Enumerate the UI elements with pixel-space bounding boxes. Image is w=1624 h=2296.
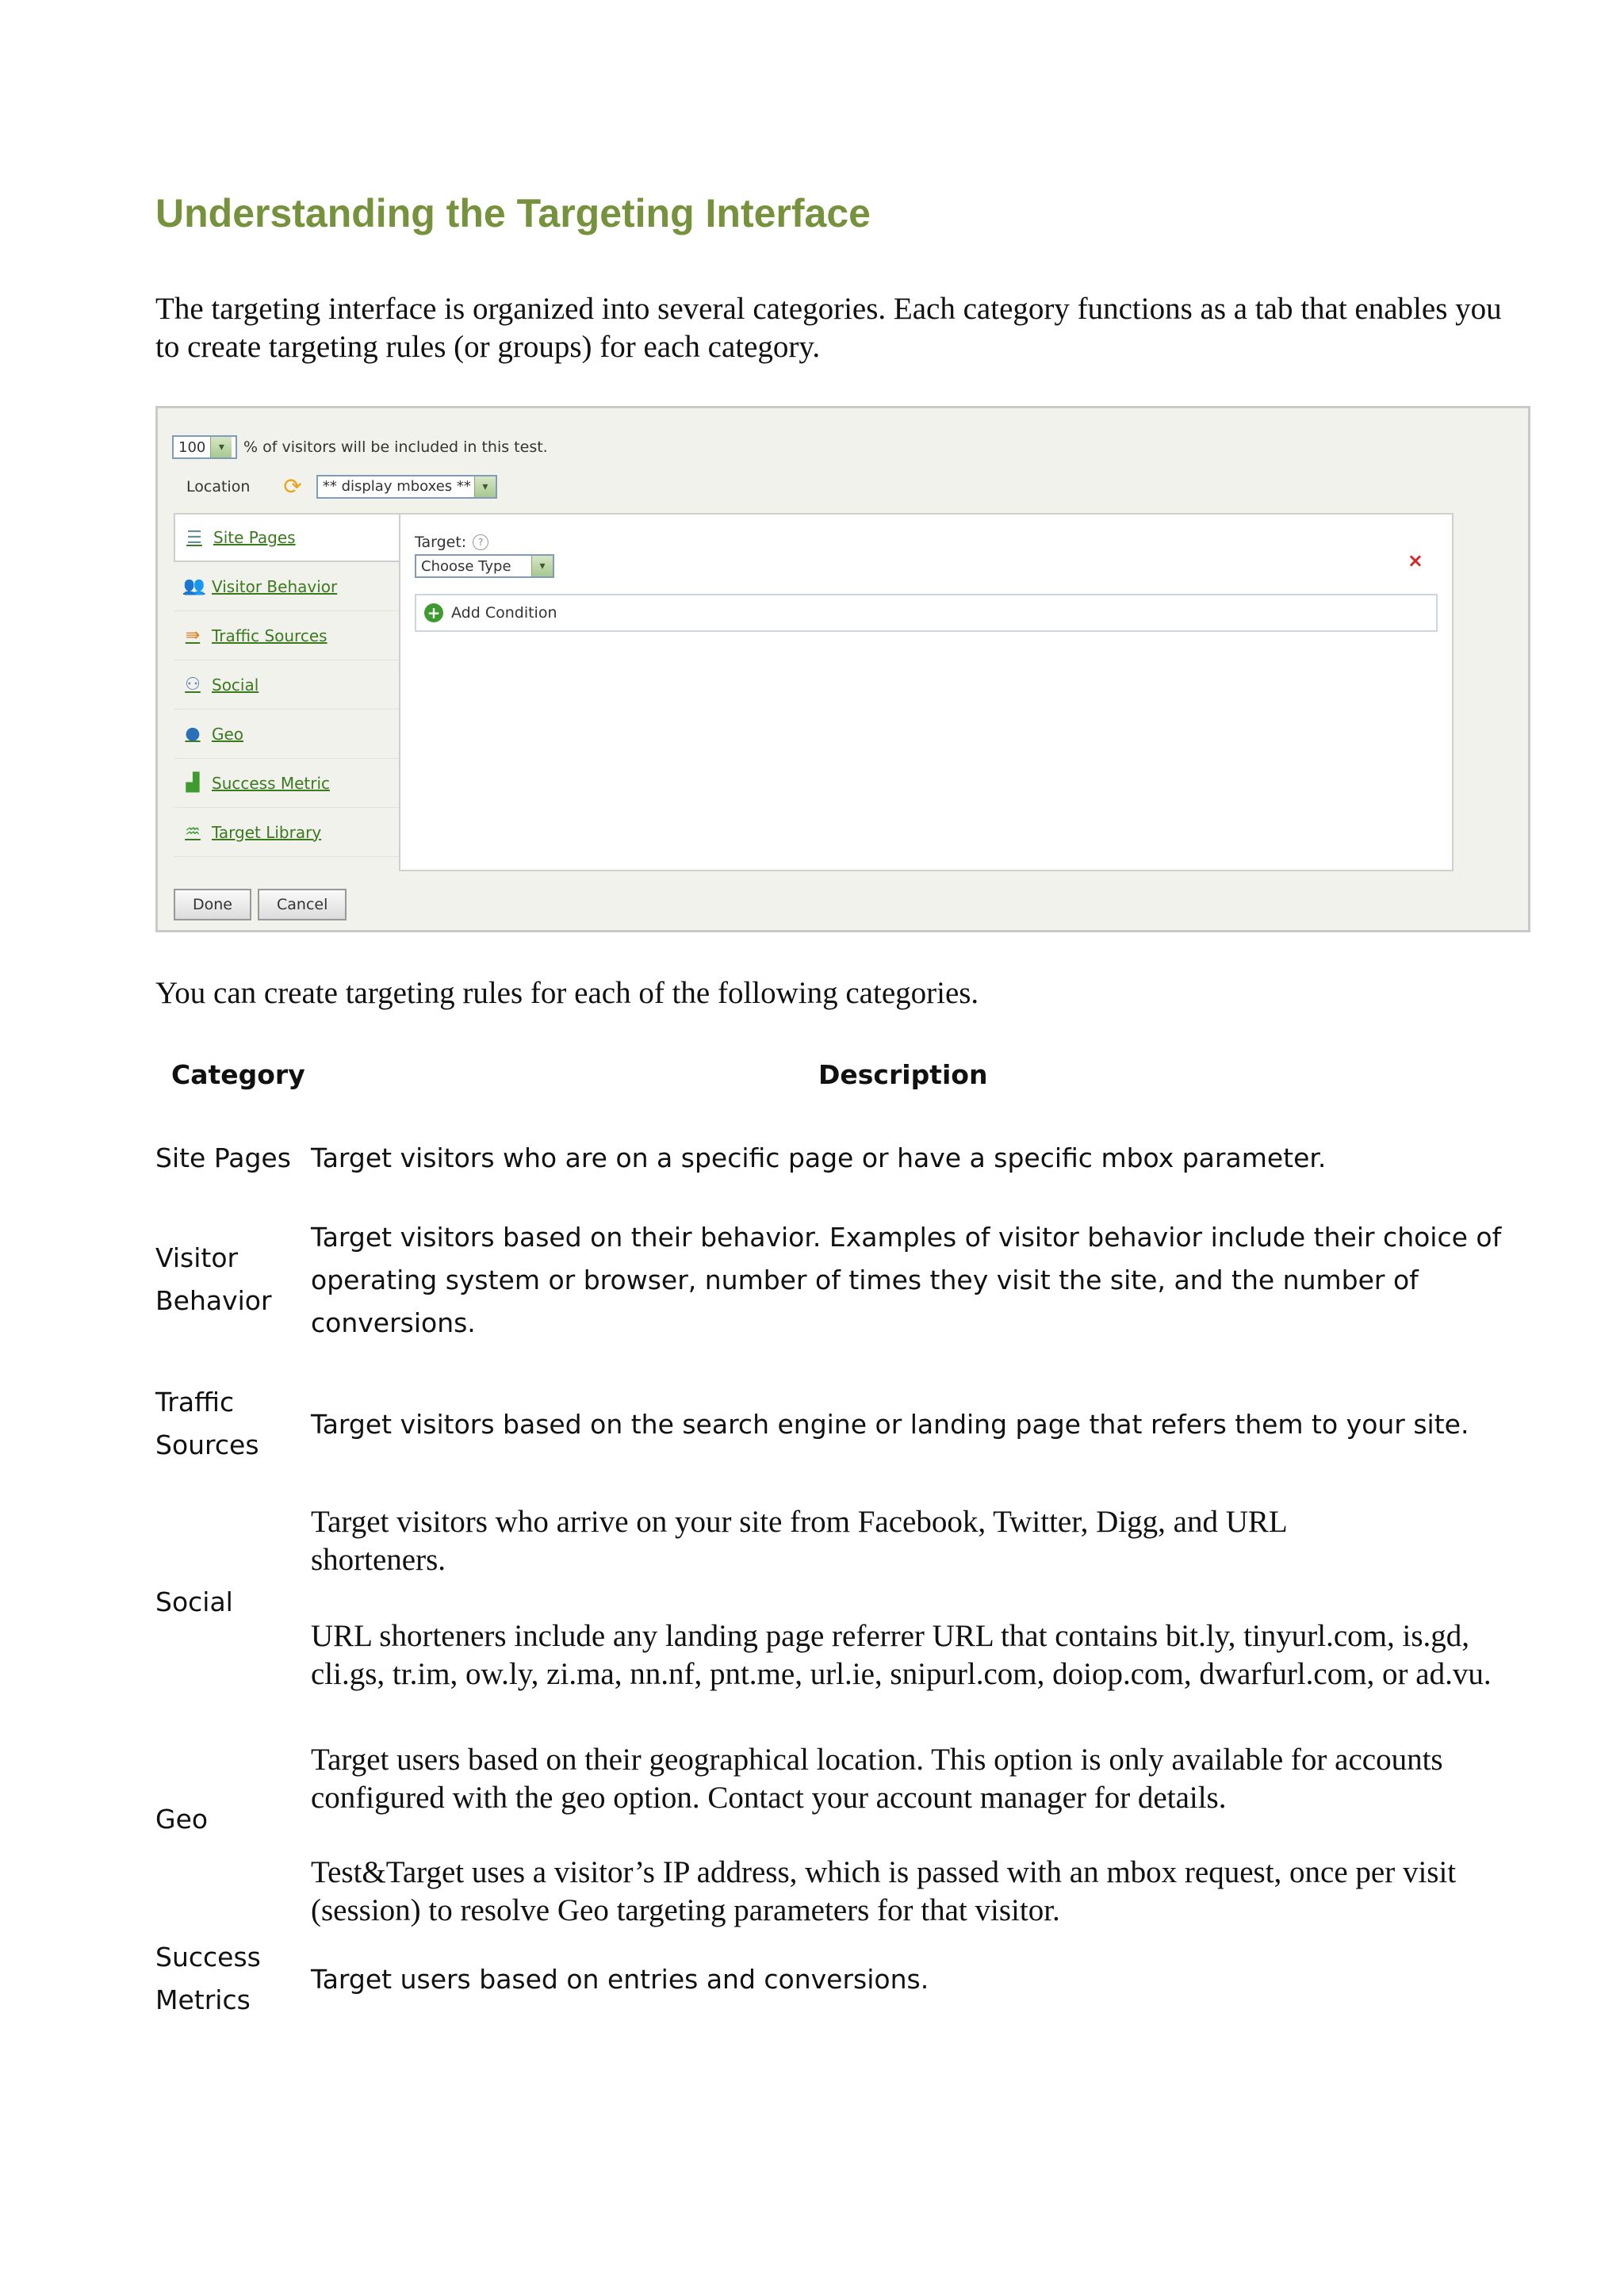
category-visitor-behavior: Visitor Behavior (155, 1242, 272, 1316)
chevron-down-icon: ▾ (210, 437, 232, 457)
target-label-row: Target: ? (415, 534, 488, 551)
tab-visitor-behavior[interactable]: 👥 Visitor Behavior (174, 562, 400, 611)
description-site-pages: Target visitors who are on a specific page or have a specific mbox parameter. (311, 1142, 1327, 1173)
category-site-pages: Site Pages (155, 1142, 291, 1173)
tab-target-library[interactable]: ♒ Target Library (174, 808, 400, 857)
site-pages-icon: ☰ (186, 527, 202, 548)
header-description: Description (818, 1059, 988, 1090)
refresh-icon[interactable]: ⟳ (283, 473, 302, 499)
location-row (186, 473, 497, 499)
close-icon[interactable]: × (1407, 549, 1423, 572)
location-select[interactable]: ** display mboxes ** ▾ (316, 475, 497, 499)
tab-site-pages[interactable]: ☰ Site Pages (174, 513, 400, 562)
description-social-shorteners (311, 1617, 1516, 1693)
category-traffic-sources: Traffic Sources (155, 1387, 259, 1460)
tab-social[interactable]: ⚇ Social (174, 660, 400, 710)
chevron-down-icon: ▾ (474, 476, 496, 497)
choose-type-select[interactable]: Choose Type ▾ (415, 554, 554, 578)
tab-geo[interactable]: ● Geo (174, 710, 400, 759)
done-button[interactable]: Done (174, 889, 251, 920)
description-success-metrics: Target users based on entries and conversions. (311, 1964, 929, 1995)
target-library-icon: ♒ (185, 822, 201, 842)
category-tabs (174, 513, 400, 857)
description-traffic-sources: Target visitors based on the search engine or landing page that refers them to your site. (311, 1409, 1469, 1440)
location-label: Location (186, 477, 251, 496)
description-geo (311, 1741, 1516, 1817)
percent-text: % of visitors will be included in this test. (243, 438, 548, 456)
description-visitor-behavior: Target visitors based on their behavior. Examples of visitor behavior include their choice of operating system or browser, number of times they visit the site, and the number of conversions. (311, 1222, 1502, 1338)
page-heading: Understanding the Targeting Interface (155, 191, 871, 235)
action-buttons (174, 889, 347, 920)
help-icon[interactable]: ? (473, 534, 488, 550)
bar-chart-icon: ▟ (186, 773, 200, 793)
globe-icon: ● (185, 724, 201, 744)
category-social: Social (155, 1586, 233, 1617)
chevron-down-icon: ▾ (531, 556, 553, 576)
percent-row (172, 435, 548, 459)
social-icon: ⚇ (185, 675, 201, 695)
description-geo-ip (311, 1854, 1516, 1930)
rule-panel (399, 513, 1454, 871)
tab-success-metric[interactable]: ▟ Success Metric (174, 759, 400, 808)
social-desc-line1: Target visitors who arrive on your site from Facebook, Twitter, Digg, and URL shorteners. (311, 1505, 1287, 1577)
geo-desc-line1: Target users based on their geographical location. This option is only available for accounts configured with the geo option. Contact your account manager for details. (311, 1743, 1443, 1815)
geo-desc-line2: Test&Target uses a visitor’s IP address, which is passed with an mbox request, once per visit (session) to resolve Geo targeting parameters for that visitor. (311, 1855, 1457, 1927)
add-condition-button[interactable]: + Add Condition (415, 594, 1438, 632)
percent-select[interactable]: 100 ▾ (172, 435, 237, 459)
social-desc-line2: URL shorteners include any landing page referrer URL that contains bit.ly, tinyurl.com, is.gd, cli.gs, tr.im, ow.ly, zi.ma, nn.nf, pnt.me, url.ie, snipurl.com, doiop.com, dwarfurl.com, or ad.vu. (311, 1619, 1492, 1691)
tab-traffic-sources[interactable]: ⇛ Traffic Sources (174, 611, 400, 660)
category-success-metrics: Success Metrics (155, 1942, 261, 2015)
header-category: Category (171, 1059, 305, 1090)
description-social (311, 1503, 1310, 1579)
traffic-sources-icon: ⇛ (185, 626, 201, 645)
categories-intro: You can create targeting rules for each of the following categories. (155, 976, 979, 1010)
visitor-behavior-icon: 👥 (183, 576, 205, 596)
cancel-button[interactable]: Cancel (258, 889, 347, 920)
intro-paragraph: The targeting interface is organized into several categories. Each category functions as a tab that enables you to create targeting rules (or groups) for each category. (155, 292, 1502, 364)
plus-icon: + (424, 603, 443, 622)
targeting-interface-screenshot (155, 406, 1530, 932)
category-geo: Geo (155, 1804, 209, 1835)
